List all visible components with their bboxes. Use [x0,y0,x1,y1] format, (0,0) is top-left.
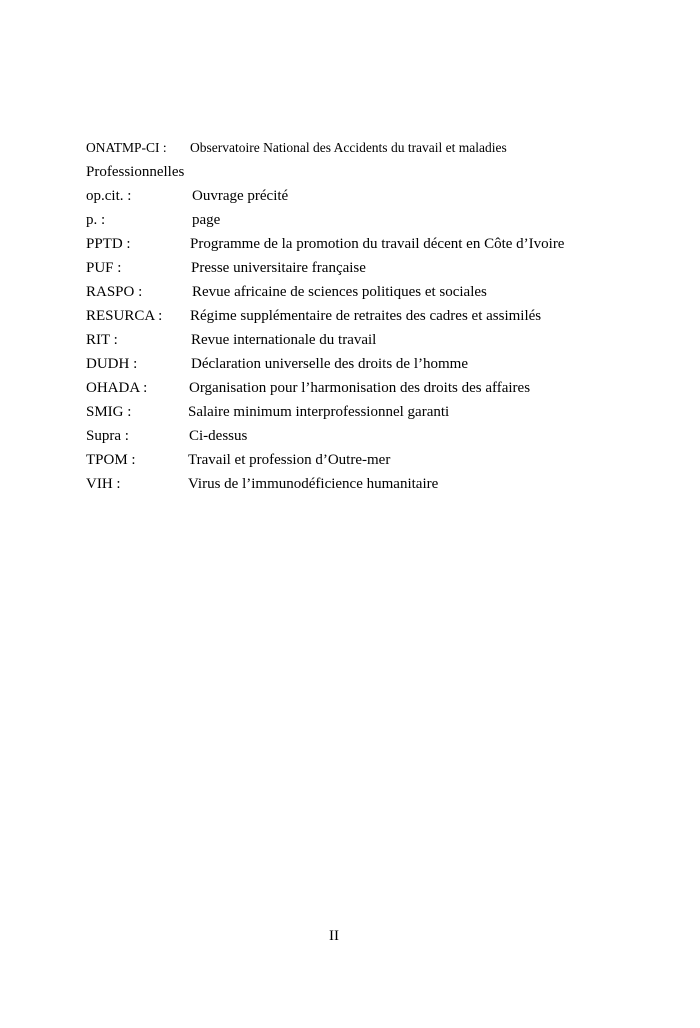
abbreviation-entry [86,424,666,448]
abbreviation-entry [86,136,666,160]
abbreviation-entry [86,232,666,256]
abbreviation-term: p. : [86,212,106,228]
abbreviation-term: Supra : [86,428,129,444]
abbreviation-definition: Organisation pour l’harmonisation des droits des affaires [189,380,531,396]
abbreviation-definition: Déclaration universelle des droits de l’homme [191,356,468,372]
abbreviation-entry [86,280,666,304]
abbreviation-definition: page [192,212,221,228]
abbreviation-entry [86,328,666,352]
definition-continuation: Professionnelles [86,164,185,180]
abbreviation-term: RIT : [86,332,118,348]
abbreviation-definition: Programme de la promotion du travail décent en Côte d’Ivoire [190,236,565,252]
abbreviation-term: DUDH : [86,356,138,372]
abbreviation-definition: Régime supplémentaire de retraites des cadres et assimilés [190,308,542,324]
abbreviation-definition: Revue internationale du travail [191,332,377,348]
abbreviation-definition: Observatoire National des Accidents du travail et maladies [190,140,507,155]
abbreviation-definition: Ouvrage précité [192,188,289,204]
abbreviation-term: VIH : [86,476,121,492]
abbreviation-definition: Travail et profession d’Outre-mer [188,452,391,468]
abbreviation-term: PPTD : [86,236,131,252]
abbreviation-entry [86,352,666,376]
abbreviation-entry [86,304,666,328]
abbreviation-term: SMIG : [86,404,132,420]
abbreviation-entry [86,448,666,472]
abbreviation-term: RASPO : [86,284,143,300]
abbreviation-definition: Ci-dessus [189,428,248,444]
abbreviation-entry [86,184,666,208]
abbreviation-list [86,136,666,496]
abbreviation-definition: Revue africaine de sciences politiques et sociales [192,284,487,300]
abbreviation-definition: Presse universitaire française [191,260,366,276]
page-number: II [329,928,339,944]
abbreviation-term: RESURCA : [86,308,163,324]
abbreviation-term: OHADA : [86,380,148,396]
abbreviation-entry [86,208,666,232]
abbreviation-term: ONATMP-CI : [86,140,167,155]
abbreviation-definition: Virus de l’immunodéficience humanitaire [188,476,439,492]
abbreviation-term: PUF : [86,260,122,276]
abbreviation-entry [86,472,666,496]
abbreviation-entry [86,376,666,400]
abbreviation-entry [86,400,666,424]
abbreviation-definition: Salaire minimum interprofessionnel garanti [188,404,450,420]
abbreviation-term: TPOM : [86,452,136,468]
abbreviation-term: op.cit. : [86,188,132,204]
abbreviation-entry [86,256,666,280]
